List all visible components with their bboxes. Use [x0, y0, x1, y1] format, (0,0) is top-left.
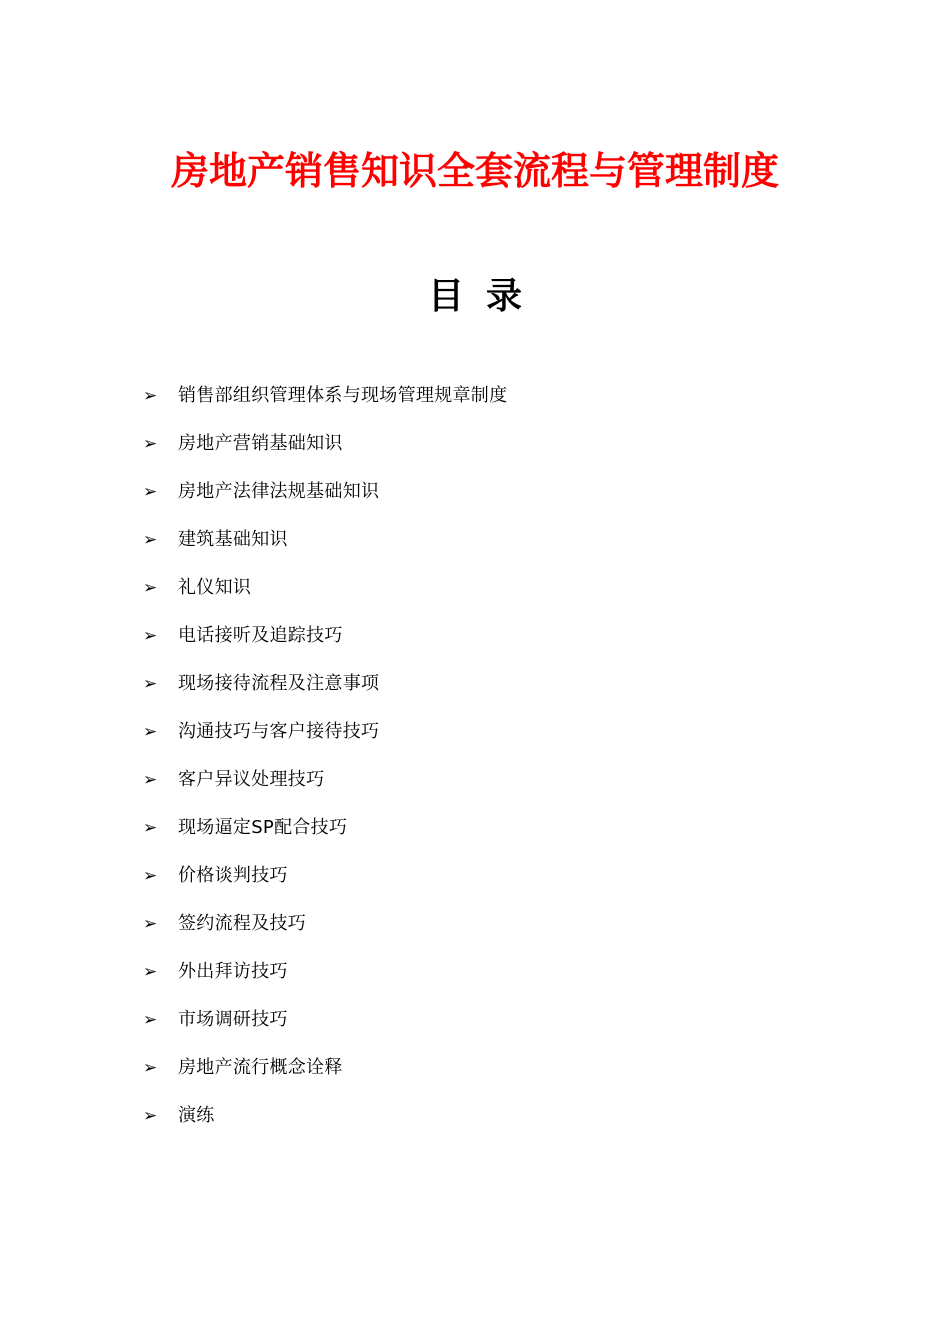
table-of-contents [143, 372, 507, 1140]
toc-item-label: 房地产流行概念诠释 [178, 1057, 343, 1078]
arrowhead-bullet-icon: ➢ [143, 914, 158, 934]
toc-item-label: 电话接听及追踪技巧 [178, 625, 343, 646]
toc-item-label: 沟通技巧与客户接待技巧 [178, 721, 380, 742]
list-item [143, 996, 507, 1044]
list-item [143, 660, 507, 708]
document-title: 房地产销售知识全套流程与管理制度 [170, 148, 779, 193]
list-item [143, 1044, 507, 1092]
list-item [143, 420, 507, 468]
toc-item-label: 签约流程及技巧 [178, 913, 307, 934]
list-item [143, 756, 507, 804]
list-item [143, 708, 507, 756]
toc-item-label: 市场调研技巧 [178, 1009, 288, 1030]
arrowhead-bullet-icon: ➢ [143, 1058, 158, 1078]
arrowhead-bullet-icon: ➢ [143, 482, 158, 502]
arrowhead-bullet-icon: ➢ [143, 1010, 158, 1030]
toc-item-label: 礼仪知识 [178, 577, 252, 598]
arrowhead-bullet-icon: ➢ [143, 722, 158, 742]
toc-item-label: 房地产法律法规基础知识 [178, 481, 380, 502]
toc-item-label: 房地产营销基础知识 [178, 433, 343, 454]
arrowhead-bullet-icon: ➢ [143, 674, 158, 694]
arrowhead-bullet-icon: ➢ [143, 530, 158, 550]
toc-item-label: 价格谈判技巧 [178, 865, 288, 886]
list-item [143, 564, 507, 612]
list-item [143, 948, 507, 996]
arrowhead-bullet-icon: ➢ [143, 578, 158, 598]
list-item [143, 1092, 507, 1140]
list-item [143, 468, 507, 516]
list-item [143, 516, 507, 564]
arrowhead-bullet-icon: ➢ [143, 770, 158, 790]
arrowhead-bullet-icon: ➢ [143, 1106, 158, 1126]
arrowhead-bullet-icon: ➢ [143, 626, 158, 646]
toc-heading: 目录 [427, 276, 544, 317]
arrowhead-bullet-icon: ➢ [143, 386, 158, 406]
list-item [143, 612, 507, 660]
toc-item-label: 现场接待流程及注意事项 [178, 673, 380, 694]
toc-item-label: 外出拜访技巧 [178, 961, 288, 982]
list-item [143, 372, 507, 420]
list-item [143, 852, 507, 900]
arrowhead-bullet-icon: ➢ [143, 866, 158, 886]
arrowhead-bullet-icon: ➢ [143, 962, 158, 982]
toc-item-label: 销售部组织管理体系与现场管理规章制度 [178, 385, 508, 406]
toc-item-label: 客户异议处理技巧 [178, 769, 325, 790]
list-item [143, 804, 507, 852]
list-item [143, 900, 507, 948]
toc-item-label: 现场逼定SP配合技巧 [178, 817, 348, 838]
toc-item-label: 建筑基础知识 [178, 529, 288, 550]
arrowhead-bullet-icon: ➢ [143, 434, 158, 454]
toc-item-label: 演练 [178, 1105, 215, 1126]
arrowhead-bullet-icon: ➢ [143, 818, 158, 838]
